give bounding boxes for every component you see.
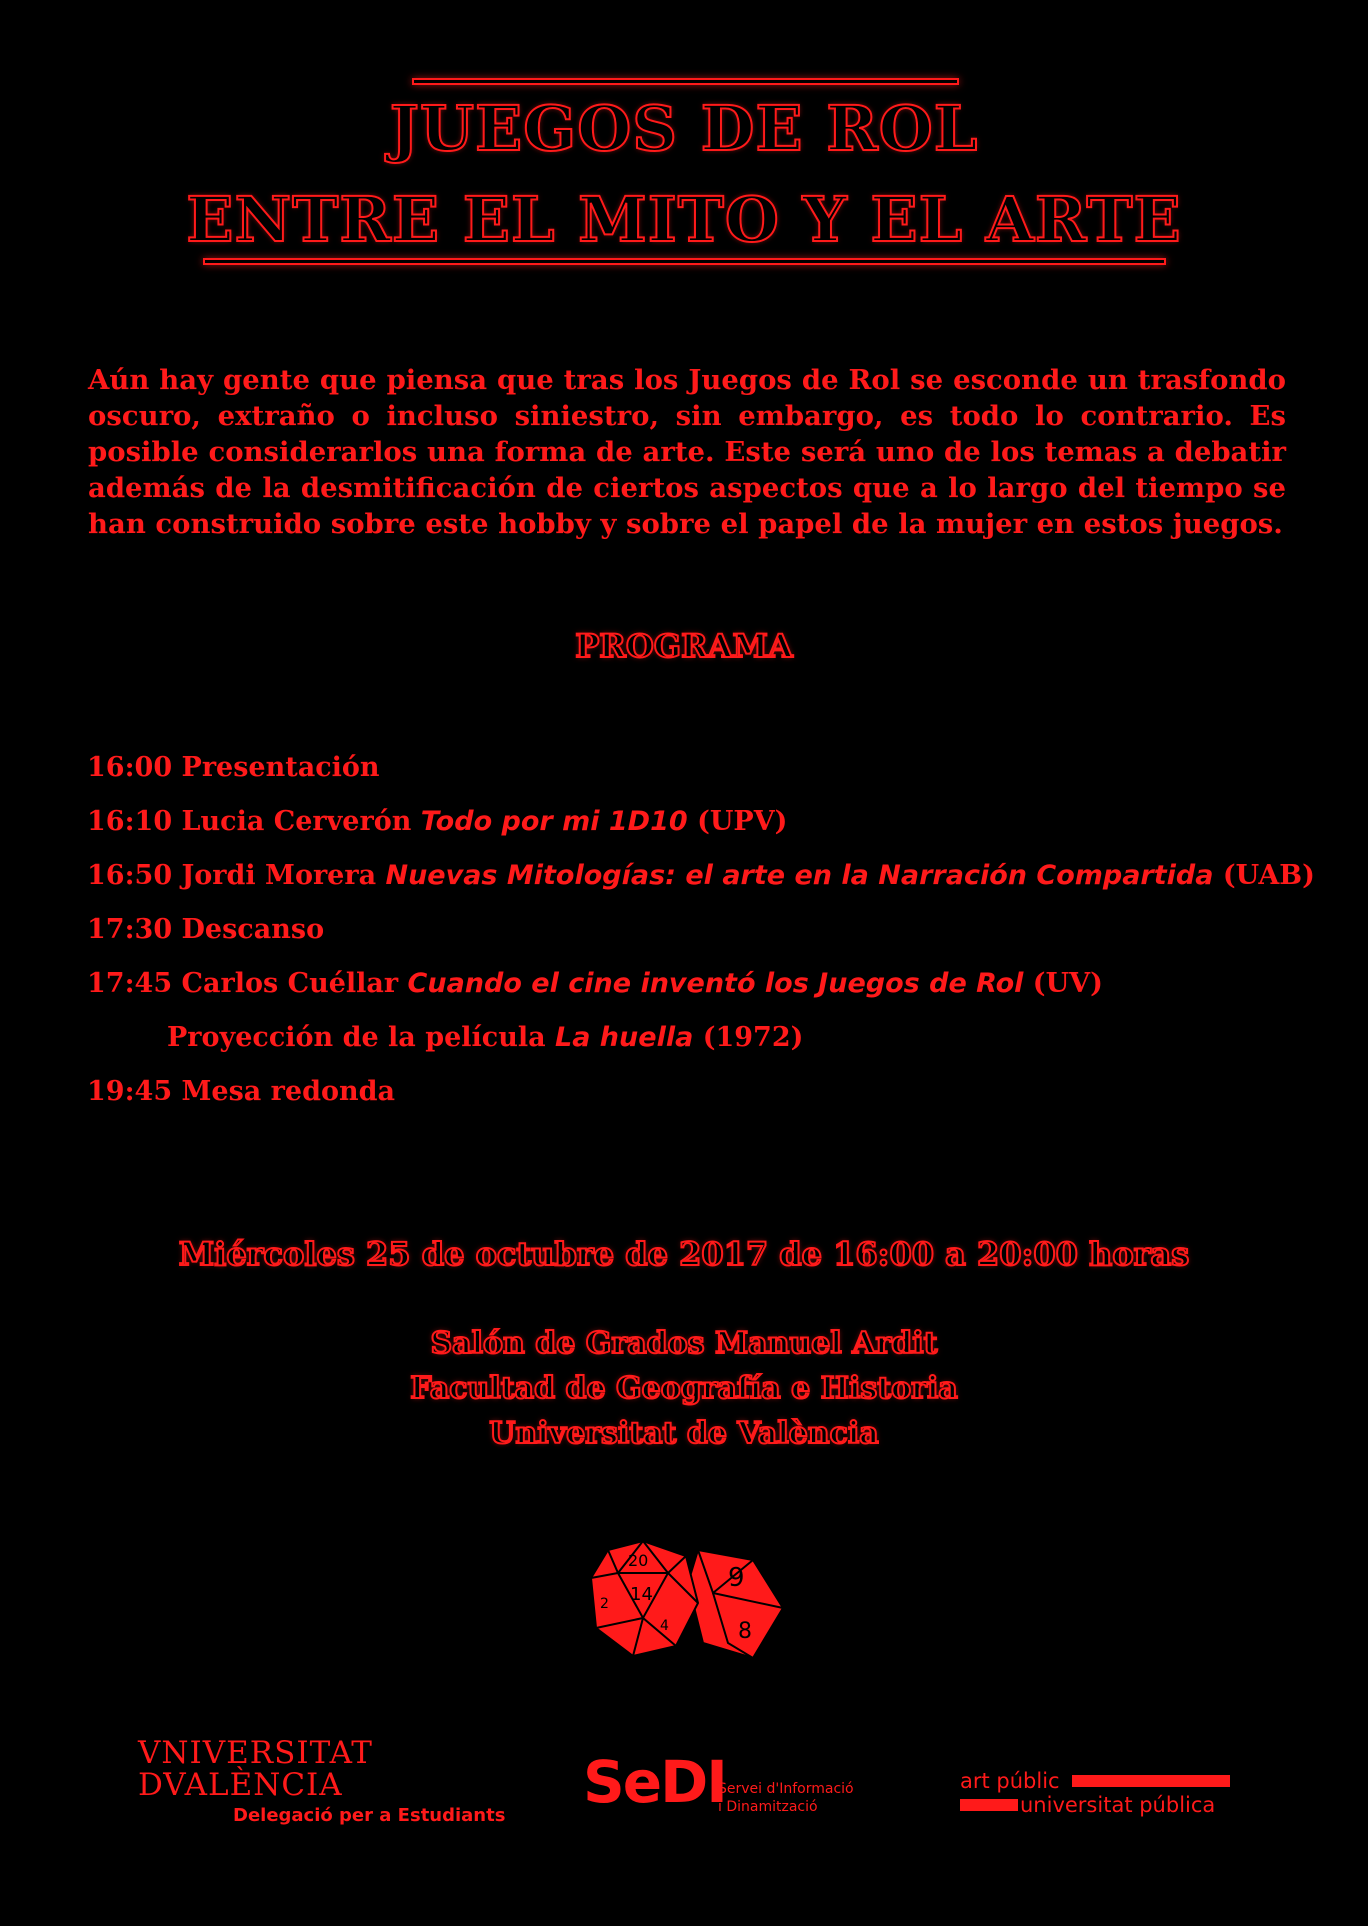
d10-icon: [688, 1550, 783, 1658]
program-item: 17:45 Carlos Cuéllar Cuando el cine inventó los Juegos de Rol (UV): [87, 968, 1103, 999]
art-public-bar-2: [960, 1799, 1018, 1811]
d10-face-number: 8: [738, 1619, 752, 1644]
title-bottom-rule: [203, 258, 1166, 265]
d10-top-number: 9: [728, 1563, 745, 1593]
venue-line-3: Universitat de València: [489, 1416, 879, 1451]
d20-right-number: 4: [660, 1618, 669, 1634]
sedi-subtitle-2: i Dinamització: [718, 1799, 818, 1815]
program-item: 17:30 Descanso: [87, 914, 325, 945]
programa-heading: PROGRAMA: [575, 627, 793, 665]
venue-line-1: Salón de Grados Manuel Ardit: [430, 1326, 938, 1361]
program-item: 19:45 Mesa redonda: [87, 1076, 395, 1107]
d20-icon: [591, 1541, 698, 1656]
program-item: Proyección de la película La huella (1972): [167, 1022, 804, 1053]
sedi-subtitle-1: Servei d'Informació: [718, 1781, 854, 1797]
sedi-logo: SeDI: [583, 1748, 726, 1816]
event-date: Miércoles 25 de octubre de 2017 de 16:00 a 20:00 horas: [178, 1235, 1190, 1273]
art-public-bar-1: [1072, 1775, 1230, 1787]
program-item: 16:00 Presentación: [87, 752, 380, 783]
uv-logo-line-1: VNIVERSITAT: [138, 1735, 373, 1771]
intro-paragraph: Aún hay gente que piensa que tras los Juegos de Rol se esconde un trasfondo oscuro, extraño o incluso siniestro, sin embargo, es todo lo contrario. Es posible considerarlos una forma de arte. Este será uno de los temas a debatir además de la desmitificación de ciertos aspectos que a lo largo del tiempo se han construido sobre este hobby y sobre el papel de la mujer en estos juegos.: [88, 364, 1286, 540]
d20-top-number: 20: [628, 1551, 649, 1570]
d20-face-number: 14: [630, 1584, 653, 1605]
art-public-label: art públic: [960, 1769, 1060, 1793]
universitat-publica-label: universitat pública: [1020, 1793, 1216, 1817]
program-item: 16:50 Jordi Morera Nuevas Mitologías: el arte en la Narración Compartida (UAB): [87, 860, 1315, 891]
dice-icon: [588, 1538, 788, 1663]
venue-line-2: Facultad de Geografía e Historia: [410, 1371, 958, 1406]
uv-logo-line-2: DVALÈNCIA: [138, 1767, 343, 1803]
d20-left-number: 2: [600, 1596, 609, 1612]
uv-delegation-label: Delegació per a Estudiants: [233, 1805, 506, 1826]
title-line-1: JUEGOS DE ROL: [389, 92, 979, 165]
title-top-rule: [412, 78, 959, 85]
program-item: 16:10 Lucia Cerverón Todo por mi 1D10 (UPV): [87, 806, 788, 837]
title-line-2: ENTRE EL MITO Y EL ARTE: [186, 183, 1182, 256]
